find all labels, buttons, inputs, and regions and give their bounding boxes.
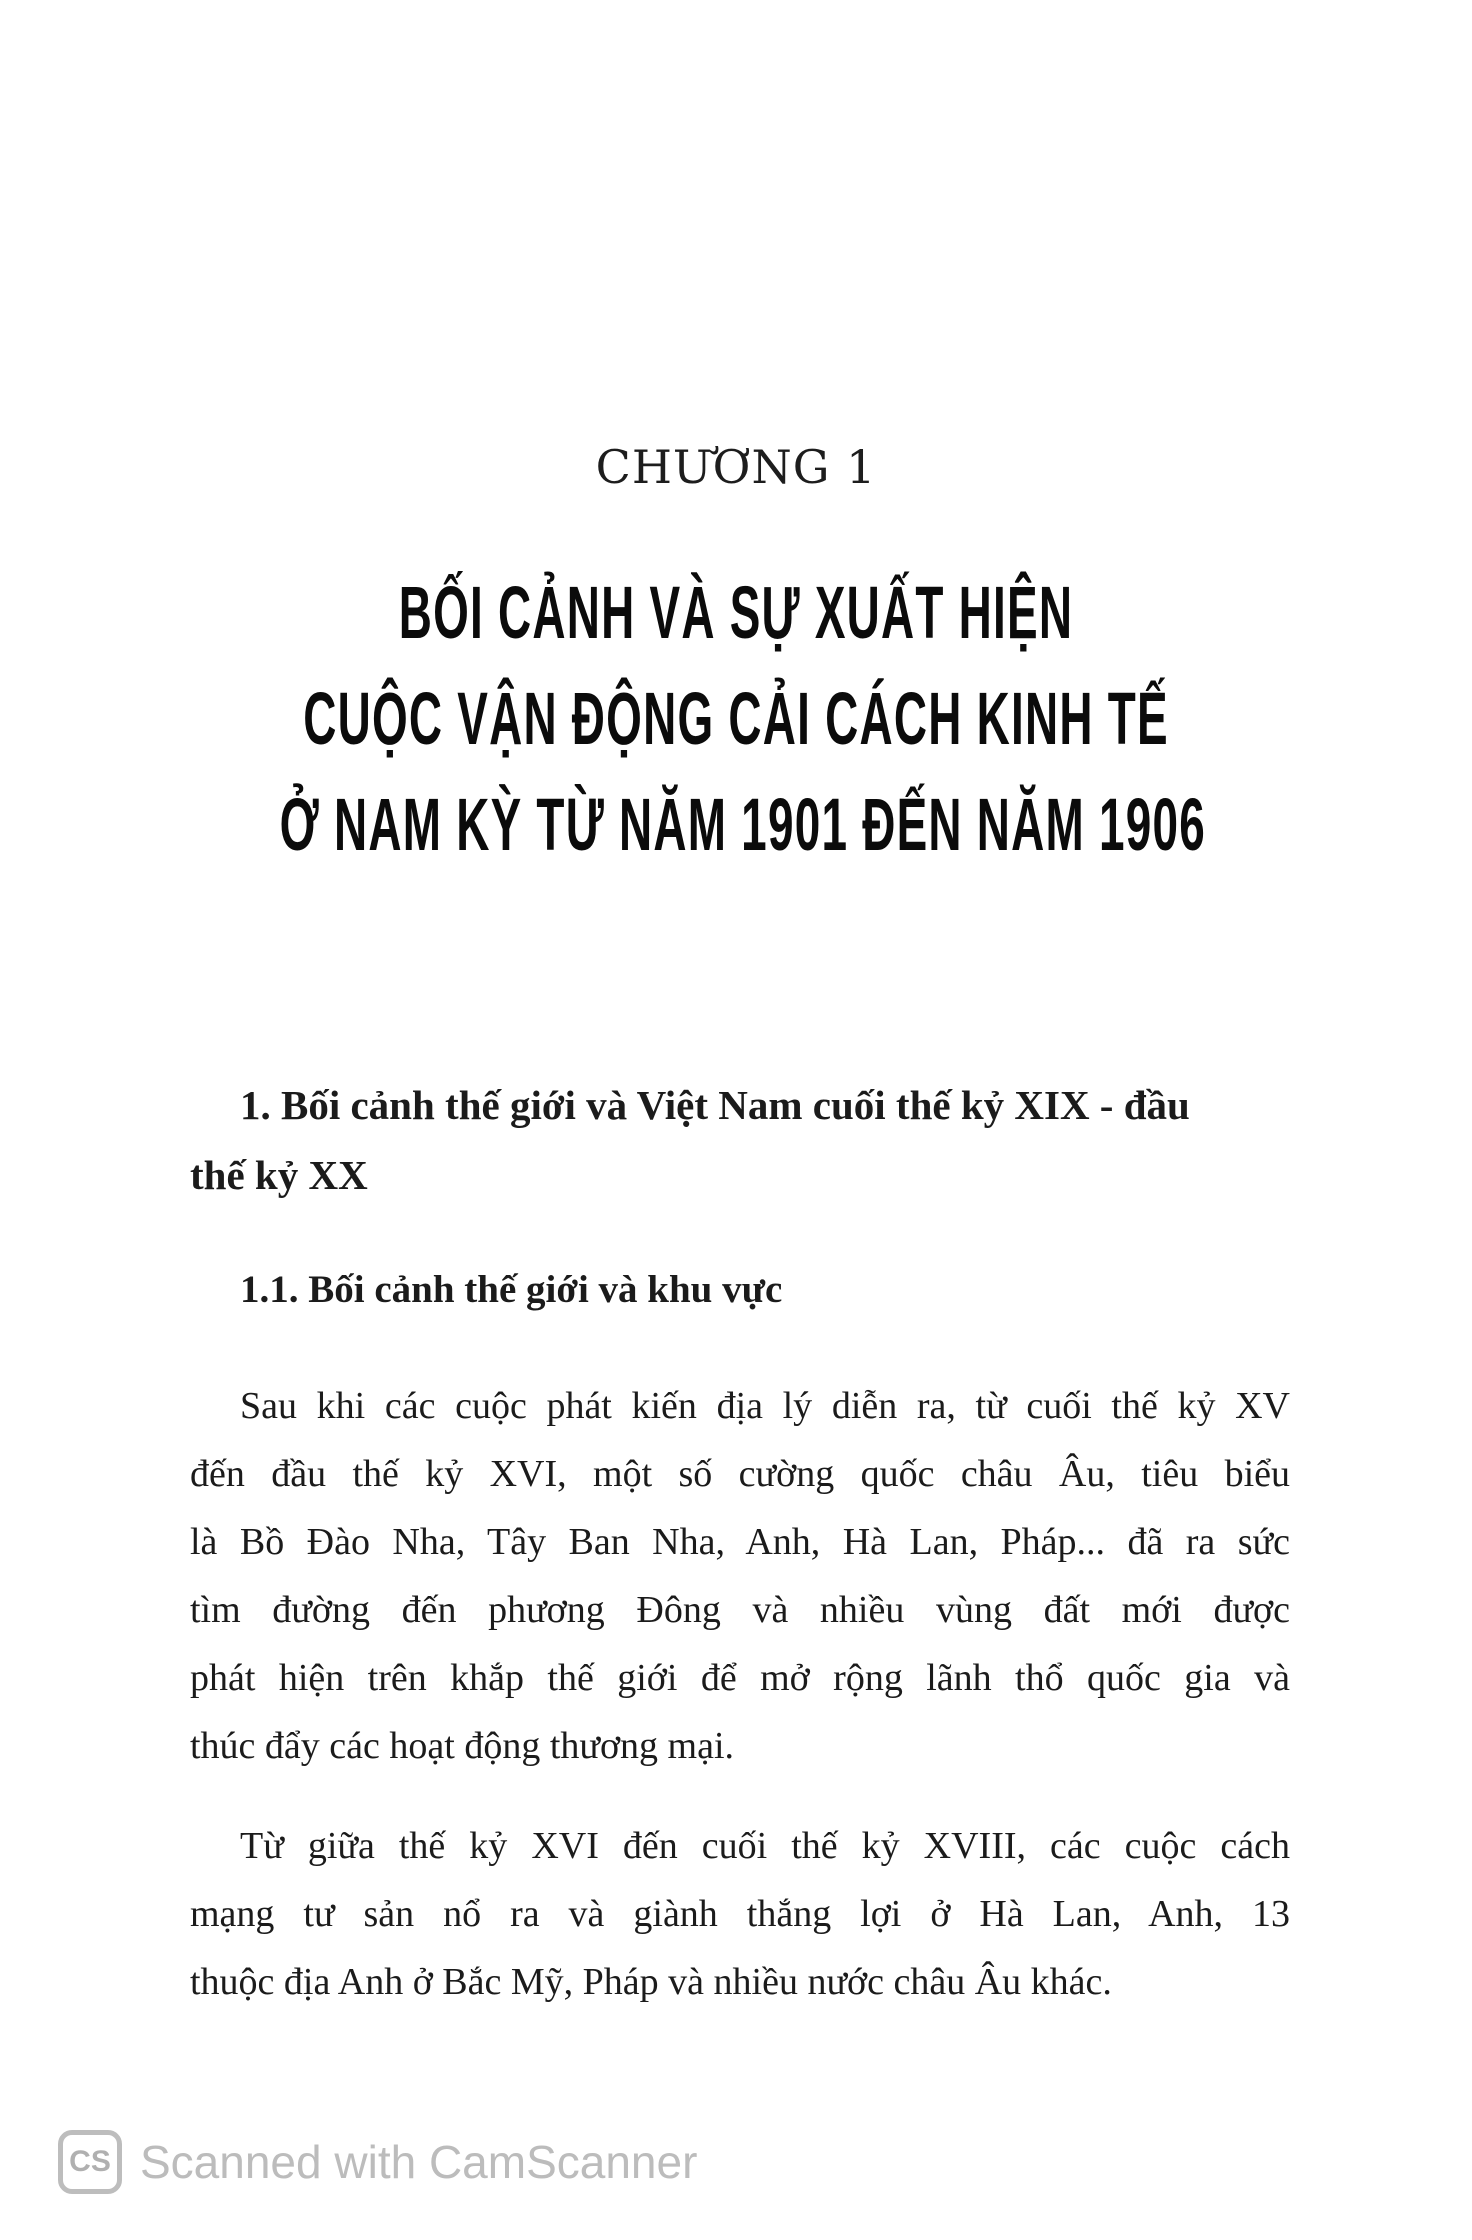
watermark-text: Scanned with CamScanner xyxy=(140,2136,698,2188)
paragraph-line: thúc đẩy các hoạt động thương mại. xyxy=(190,1725,735,1767)
paragraph-line: Sau khi các cuộc phát kiến địa lý diễn ra, từ cuối thế kỷ XV xyxy=(240,1385,1290,1427)
section-heading-1-line: thế kỷ XX xyxy=(190,1152,368,1198)
paragraph xyxy=(190,1372,1290,1780)
section-heading-1 xyxy=(190,1070,1290,1210)
paragraph-line: đến đầu thế kỷ XVI, một số cường quốc châu Âu, tiêu biểu xyxy=(190,1453,1290,1495)
paragraph-line: phát hiện trên khắp thế giới để mở rộng lãnh thổ quốc gia và xyxy=(190,1657,1290,1699)
chapter-title-line: BỐI CẢNH VÀ SỰ XUẤT HIỆN xyxy=(398,571,1074,654)
camscanner-icon: CS xyxy=(58,2130,122,2194)
scanner-watermark xyxy=(58,2130,697,2194)
chapter-title xyxy=(279,560,1206,878)
section-heading-1-line: 1. Bối cảnh thế giới và Việt Nam cuối thế kỷ XIX - đầu xyxy=(240,1082,1190,1128)
chapter-label: CHƯƠNG 1 xyxy=(595,440,877,494)
paragraph xyxy=(190,1812,1290,2016)
paragraph-line: Từ giữa thế kỷ XVI đến cuối thế kỷ XVIII, các cuộc cách xyxy=(240,1825,1290,1867)
paragraph-line: là Bồ Đào Nha, Tây Ban Nha, Anh, Hà Lan, Pháp... đã ra sức xyxy=(190,1521,1290,1563)
paragraph-line: thuộc địa Anh ở Bắc Mỹ, Pháp và nhiều nước châu Âu khác. xyxy=(190,1961,1112,2003)
chapter-title-line: CUỘC VẬN ĐỘNG CẢI CÁCH KINH TẾ xyxy=(303,677,1169,760)
chapter-title-line: Ở NAM KỲ TỪ NĂM 1901 ĐẾN NĂM 1906 xyxy=(279,783,1206,866)
paragraph-line: mạng tư sản nổ ra và giành thắng lợi ở Hà Lan, Anh, 13 xyxy=(190,1893,1290,1935)
section-heading-1-1: 1.1. Bối cảnh thế giới và khu vực xyxy=(240,1268,783,1311)
paragraph-line: tìm đường đến phương Đông và nhiều vùng đất mới được xyxy=(190,1589,1290,1631)
